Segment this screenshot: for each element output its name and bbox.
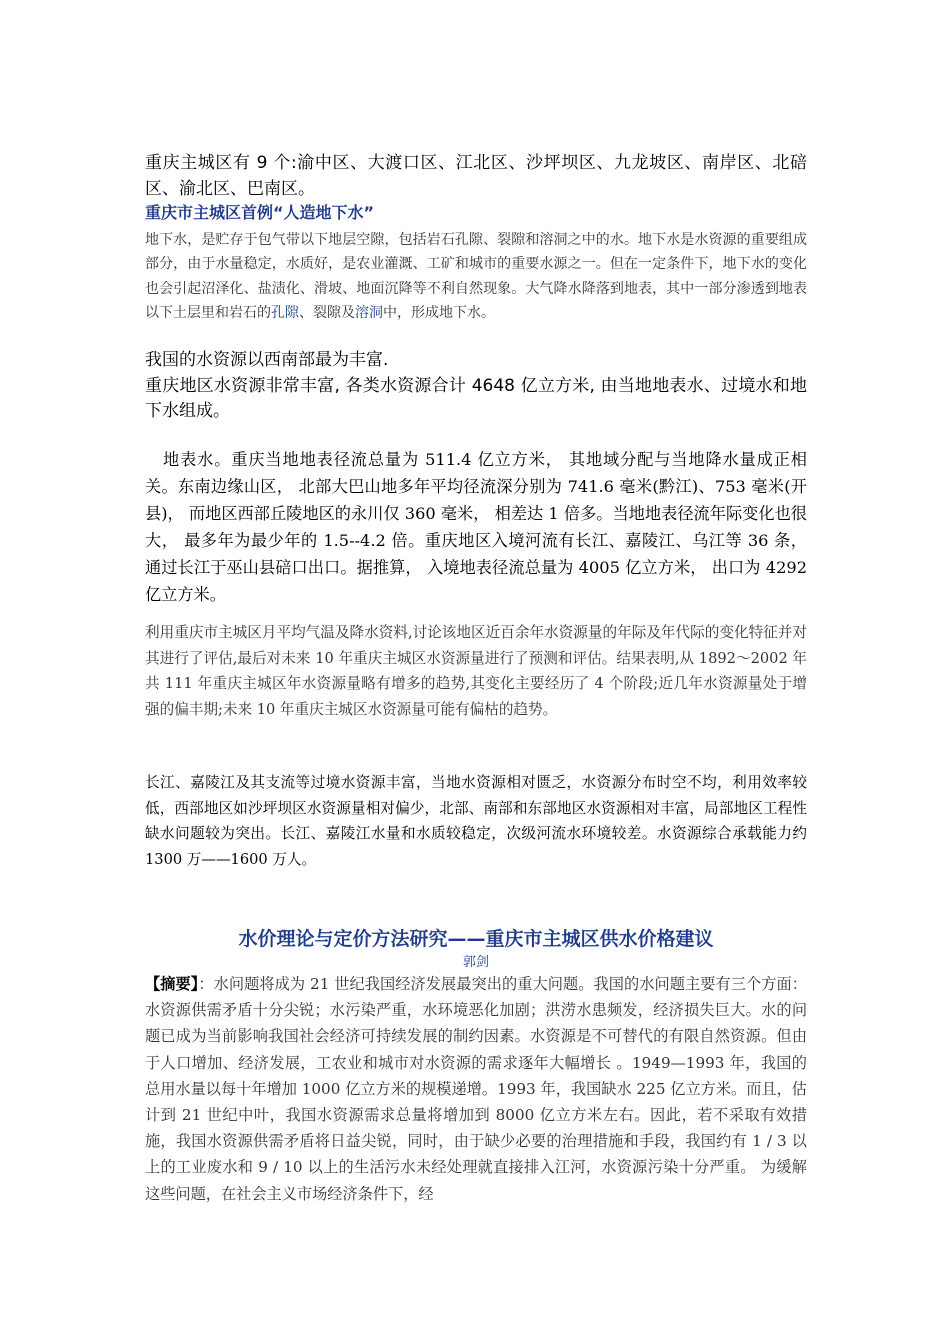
paragraph-evaluation: 利用重庆市主城区月平均气温及降水资料,讨论该地区近百余年水资源量的年际及年代际的变化特征并对其进行了评估,最后对未来 10 年重庆主城区水资源量进行了预测和评估。结果表明,从 1892～2002 年共 111 年重庆主城区年水资源量略有增多的趋势,其变化主要经历了 4 个阶段;近几年水资源量处于增强的偏丰期;未来 10 年重庆主城区水资源量可能有偏枯的趋势。	[145, 624, 807, 718]
abstract-label: 【摘要】	[145, 975, 199, 993]
paragraph-districts: 重庆主城区有 9 个:渝中区、大渡口区、江北区、沙坪坝区、九龙坡区、南岸区、北碚区、渝北区、巴南区。	[145, 153, 807, 199]
article-title: 水价理论与定价方法研究——重庆市主城区供水价格建议	[238, 928, 714, 950]
paragraph-groundwater-text-a: 地下水，是贮存于包气带以下地层空隙，包括岩石孔隙、裂隙和溶洞之中的水。地下水是水资源的重要组成部分，由于水量稳定，水质好，是农业灌溉、工矿和城市的重要水源之一。但在一定条件下，地下水的变化也会引起沼泽化、盐渍化、滑坡、地面沉降等不利自然现象。大气降水降落到地表，其中一部分渗透到地表以下土层里和岩石的	[145, 232, 807, 322]
paragraph-southwest: 我国的水资源以西南部最为丰富.	[145, 350, 389, 370]
paragraph-abstract	[145, 971, 807, 1207]
abstract-text: ：水问题将成为 21 世纪我国经济发展最突出的重大问题。我国的水问题主要有三个方面：水资源供需矛盾十分尖锐；水污染严重，水环境恶化加剧；洪涝水患频发，经济损失巨大。水的问题已成为当前影响我国社会经济可持续发展的制约因素。水资源是不可替代的有限自然资源。但由于人口增加、经济发展，工农业和城市对水资源的需求逐年大幅增长 。1949—1993 年，我国的总用水量以每十年增加 1000 亿立方米的规模递增。1993 年，我国缺水 225 亿立方米。而且，估计到 21 世纪中叶，我国水资源需求总量将增加到 8000 亿立方米左右。因此，若不采取有效措施，我国水资源供需矛盾将日益尖锐，同时，由于缺少必要的治理措施和手段，我国约有 1 / 3 以上的工业废水和 9 / 10 以上的生活污水未经处理就直接排入江河，水资源污染十分严重。 为缓解这些问题，在社会主义市场经济条件下，经	[145, 975, 807, 1203]
paragraph-transit-water: 长江、嘉陵江及其支流等过境水资源丰富，当地水资源相对匮乏，水资源分布时空不均，利用效率较低，西部地区如沙坪坝区水资源量相对偏少，北部、南部和东部地区水资源相对丰富，局部地区工程性缺水问题较为突出。长江、嘉陵江水量和水质较稳定，次级河流水环境较差。水资源综合承载能力约 1300 万——1600 万人。	[145, 774, 807, 868]
article-author[interactable]: 郭剑	[462, 955, 489, 970]
paragraph-chongqing-resources: 重庆地区水资源非常丰富, 各类水资源合计 4648 亿立方米, 由当地地表水、过境水和地下水组成。	[145, 376, 807, 421]
paragraph-groundwater-text-b: 、裂隙及	[299, 305, 355, 322]
link-pores[interactable]: 孔隙	[271, 305, 299, 322]
paragraph-groundwater	[145, 228, 807, 326]
paragraph-surface-water: 地表水。重庆当地地表径流总量为 511.4 亿立方米， 其地域分配与当地降水量成正相关。东南边缘山区， 北部大巴山地多年平均径流深分别为 741.6 毫米(黔江)、753 毫米(开县)， 而地区西部丘陵地区的永川仅 360 毫米， 相差达 1 倍多。当地地表径流年际变化也很大， 最多年为最少年的 1.5--4.2 倍。重庆地区入境河流有长江、嘉陵江、乌江等 36 条， 通过长江于巫山县碚口出口。据推算， 入境地表径流总量为 4005 亿立方米， 出口为 4292 亿立方米。	[145, 450, 807, 604]
paragraph-groundwater-text-c: 中，形成地下水。	[383, 305, 495, 322]
link-caves[interactable]: 溶洞	[355, 305, 383, 322]
heading-artificial-groundwater: 重庆市主城区首例“人造地下水”	[145, 203, 375, 222]
